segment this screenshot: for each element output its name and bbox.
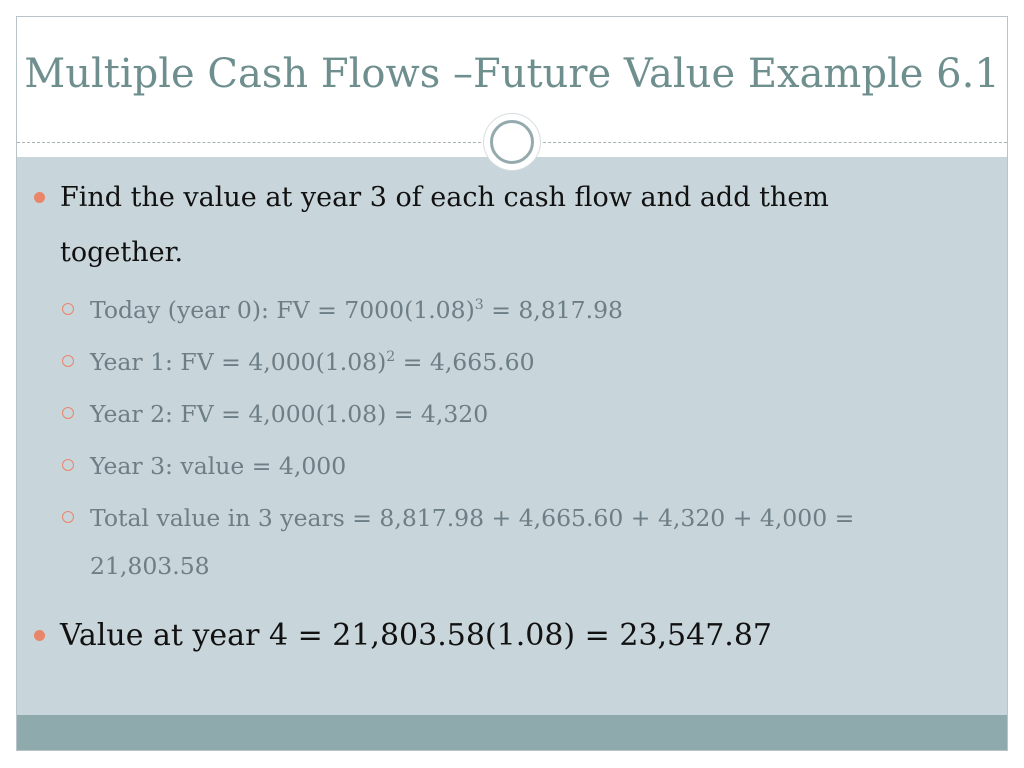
footer-band xyxy=(17,715,1007,750)
slide-title: Multiple Cash Flows –Future Value Example 6.1 xyxy=(24,51,1000,97)
bullet-text-line1: Find the value at year 3 of each cash flow and add them xyxy=(60,182,829,213)
sub-bullet-total xyxy=(30,494,960,590)
exponent: 3 xyxy=(474,297,484,314)
sub-text: Year 3: value = 4,000 xyxy=(90,452,347,480)
exponent: 2 xyxy=(386,349,396,366)
sub-bullet-ring-icon xyxy=(62,355,74,367)
sub-text-line1: Total value in 3 years = 8,817.98 + 4,665.60 + 4,320 + 4,000 = xyxy=(90,504,855,532)
bullet-value-year4 xyxy=(30,608,960,663)
sub-bullet-ring-icon xyxy=(62,407,74,419)
ornament-ring xyxy=(490,120,534,164)
bullet-find-value xyxy=(30,170,960,280)
sub-text: Today (year 0): FV = 7000(1.08) xyxy=(90,296,475,324)
sub-bullet-today xyxy=(30,286,960,334)
sub-text: = 8,817.98 xyxy=(483,296,623,324)
slide-body xyxy=(30,170,960,663)
sub-bullet-year1 xyxy=(30,338,960,386)
bullet-text-line2: together. xyxy=(60,237,184,268)
sub-text: = 4,665.60 xyxy=(395,348,535,376)
sub-text: Year 1: FV = 4,000(1.08) xyxy=(90,348,387,376)
sub-bullet-ring-icon xyxy=(62,303,74,315)
circle-ornament-icon xyxy=(484,114,540,170)
bullet-dot-icon xyxy=(34,192,45,203)
bullet-dot-icon xyxy=(34,630,45,641)
sub-bullet-year2 xyxy=(30,390,960,438)
sub-bullet-ring-icon xyxy=(62,459,74,471)
sub-text: Year 2: FV = 4,000(1.08) = 4,320 xyxy=(90,400,489,428)
sub-bullet-year3 xyxy=(30,442,960,490)
bullet-text: Value at year 4 = 21,803.58(1.08) = 23,547.87 xyxy=(60,618,773,653)
sub-bullet-ring-icon xyxy=(62,511,74,523)
sub-text-line2: 21,803.58 xyxy=(90,552,210,580)
